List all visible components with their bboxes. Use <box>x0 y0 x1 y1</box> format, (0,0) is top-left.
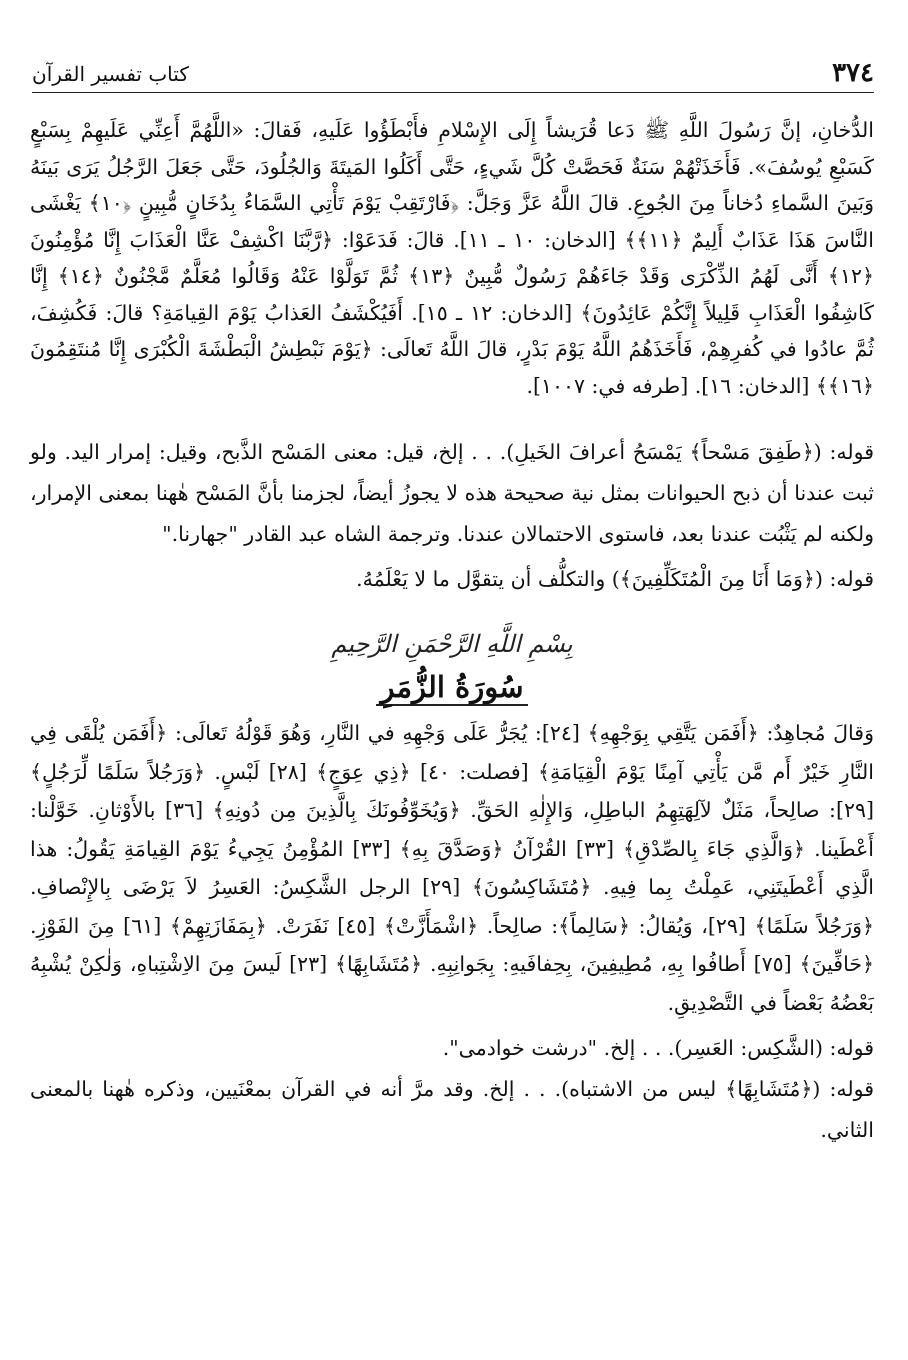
commentary-section-2 <box>30 1028 874 1151</box>
commentary-section <box>30 432 874 600</box>
commentary-paragraph: قوله: (﴿مُتَشَابِهًا﴾ ليس من الاشتباه). . . إلخ. وقد مرَّ أنه في القرآن بمعْنَيين، وذكره هٰهنا بالمعنى الثاني. <box>30 1077 874 1142</box>
commentary-paragraph: قوله: (﴿طَفِقَ مَسْحاً﴾ يَمْسَحُ أعرافَ الخَيلِ). . . إلخ، قيل: معنى المَسْح الذَّبح، وقيل: إمرار اليد. ولو ثبت عندنا أن ذبح الحيوانات بمثل نية صحيحة هذه لا يجوزُ أيضاً، لجزمنا بأنَّ المَسْح هٰهنا بمعنى الإمرار، ولكنه لم يَثْبُت عندنا بعد، فاستوى الاحتمالان عندنا. وترجمة الشاه عبد القادر "جهارنا." <box>30 440 874 546</box>
surah-title <box>30 670 874 704</box>
page-header <box>32 52 874 93</box>
commentary-paragraph: قوله: (الشَّكِس: العَسِر). . . إلخ. "درشت خوادمى". <box>442 1036 874 1060</box>
surah-title-text: سُورَةُ الزُّمَرِ <box>376 670 527 706</box>
page-content <box>30 112 874 1151</box>
basmala: بِسْمِ اللَّهِ الرَّحْمَنِ الرَّحِيمِ <box>331 630 573 658</box>
page-number: ٣٧٤ <box>832 58 874 88</box>
commentary-paragraph: قوله: (﴿وَمَا أَنَا مِنَ الْمُتَكَلِّفِينَ﴾) والتكلُّف أن يتقوَّل ما لا يَعْلَمُهُ. <box>356 567 874 591</box>
hadith-text: الدُّخانِ، إنَّ رَسُولَ اللَّهِ ﷺ دَعا قُرَيشاً إِلَى الإِسْلامِ فأَبْطَؤُوا عَلَيهِ، فَقالَ: «اللَّهُمَّ أَعِنِّي عَلَيهِمْ بِسَبْعٍ كَسَبْعِ يُوسُفَ». فَأَخَذَتْهُمْ سَنَةٌ فَحَصَّتْ كُلَّ شَيءٍ، حَتَّى أَكَلُوا المَيتَةَ وَالجُلُودَ، حَتَّى جَعَلَ الرَّجُلُ يَرَى بَينَهُ وَبَينَ السَّماءِ دُخاناً مِنَ الجُوعِ. قالَ اللَّهُ عَزَّ وَجَلَّ: ﴿فَارْتَقِبْ يَوْمَ تَأْتِي السَّمَاءُ بِدُخَانٍ مُّبِينٍ ﴿١٠﴾ يَغْشَى النَّاسَ هَذَا عَذَابٌ أَلِيمٌ ﴿١١﴾﴾ [الدخان: ١٠ ـ ١١]. قالَ: فَدَعَوْا: ﴿رَّبَّنَا اكْشِفْ عَنَّا الْعَذَابَ إِنَّا مُؤْمِنُونَ ﴿١٢﴾ أَنَّى لَهُمُ الذِّكْرَى وَقَدْ جَاءَهُمْ رَسُولٌ مُّبِينٌ ﴿١٣﴾ ثُمَّ تَوَلَّوْا عَنْهُ وَقَالُوا مُعَلَّمٌ مَّجْنُونٌ ﴿١٤﴾ إِنَّا كَاشِفُوا الْعَذَابِ قَلِيلاً إِنَّكُمْ عَائِدُونَ﴾ [الدخان: ١٢ ـ ١٥]. أَفَيُكْشَفُ العَذابُ يَوْمَ القِيامَةِ؟ قالَ: فَكُشِفَ، ثُمَّ عادُوا في كُفرِهِمْ، فَأَخَذَهُمُ اللَّهُ يَوْمَ بَدْرٍ، قالَ اللَّهُ تَعالَى: ﴿يَوْمَ نَبْطِشُ الْبَطْشَةَ الْكُبْرَى إِنَّا مُنتَقِمُونَ ﴿١٦﴾﴾ [الدخان: ١٦]. [طرفه في: ١٠٠٧]. <box>30 118 875 398</box>
book-title: كتاب تفسير القرآن <box>32 62 189 86</box>
mujahid-text: وَقالَ مُجاهِدٌ: ﴿أَفَمَن يَتَّقِي بِوَجْهِهِ﴾ [٢٤]: يُجَرُّ عَلَى وَجْهِهِ في النَّارِ، وَهُوَ قَوْلُهُ تَعالَى: ﴿أَفَمَن يُلْقَى فِي النَّارِ خَيْرٌ أَم مَّن يَأْتِي آمِنًا يَوْمَ الْقِيَامَةِ﴾ [فصلت: ٤٠] ﴿ذِي عِوَجٍ﴾ [٢٨] لَبْسٍ. ﴿وَرَجُلاً سَلَمًا لِّرَجُلٍ﴾ [٢٩]: صالِحاً، مَثَلٌ لآلِهَتِهِمُ الباطِلِ، وَالإِلٰهِ الحَقِّ. ﴿وَيُخَوِّفُونَكَ بِالَّذِينَ مِن دُونِهِ﴾ [٣٦] بالأَوْثانِ. خَوَّلْنا: أَعْطَينا. ﴿وَالَّذِي جَاءَ بِالصِّدْقِ﴾ [٣٣] القُرْآنُ ﴿وَصَدَّقَ بِهِ﴾ [٣٣] المُؤْمِنُ يَجِيءُ يَوْمَ القِيامَةِ يَقُولُ: هذا الَّذِي أَعْطَيتَنِي، عَمِلْتُ بِما فِيهِ. ﴿مُتَشَاكِسُونَ﴾ [٢٩] الرجل الشَّكِسُ: العَسِرُ لاَ يَرْضَى بِالإِنْصافِ. ﴿وَرَجُلاً سَلَمًا﴾ [٢٩]، وَيُقالُ: ﴿سَالِماً﴾: صالِحاً. ﴿اشْمَأَزَّتْ﴾ [٤٥] نَفَرَتْ. ﴿بِمَفَازَتِهِمْ﴾ [٦١] مِنَ الفَوْزِ. ﴿حَافِّينَ﴾ [٧٥] أَطافُوا بِهِ، مُطِيفِينَ، بِحِفافَيهِ: بِجَوانِبِهِ. ﴿مُتَشَابِهًا﴾ [٢٣] لَيسَ مِنَ الاِشْتِباهِ، وَلٰكِنْ يُشْبِهُ بَعْضُهُ بَعْضاً في التَّصْدِيقِ. <box>30 721 875 1015</box>
